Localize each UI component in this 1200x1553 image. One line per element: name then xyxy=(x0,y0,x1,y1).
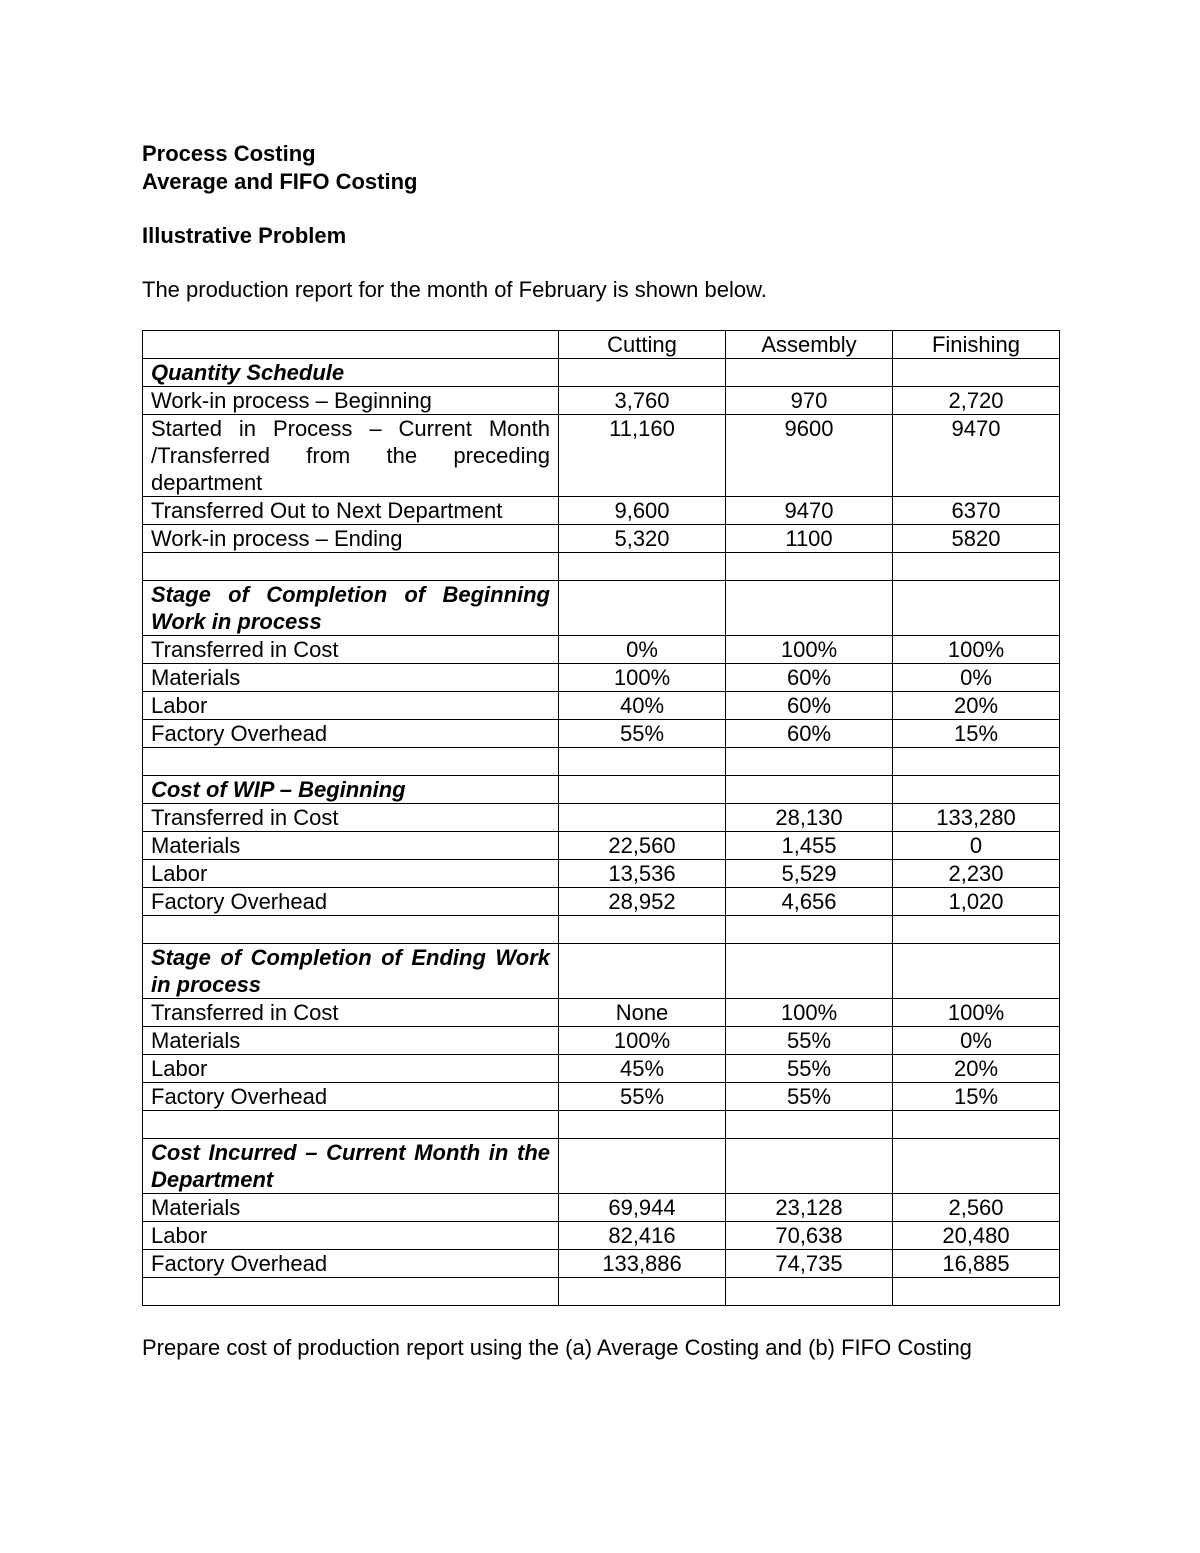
section-heading: Illustrative Problem xyxy=(142,223,347,248)
cell-cutting: None xyxy=(559,999,726,1027)
row-label: Started in Process – Current Month /Transferred from the preceding department xyxy=(143,415,559,497)
cell-cutting xyxy=(559,1139,726,1194)
cell-cutting xyxy=(559,581,726,636)
cell-finishing: 6370 xyxy=(893,497,1060,525)
section-heading-cell: Cost Incurred – Current Month in the Department xyxy=(143,1139,559,1194)
cell-finishing: 2,560 xyxy=(893,1194,1060,1222)
cell-finishing xyxy=(893,748,1060,776)
column-header-finishing: Finishing xyxy=(893,331,1060,359)
cell-assembly: 60% xyxy=(726,692,893,720)
cell-cutting: 11,160 xyxy=(559,415,726,497)
section-row xyxy=(143,581,1060,636)
cell-finishing: 133,280 xyxy=(893,804,1060,832)
blank-row xyxy=(143,553,1060,581)
cell-cutting xyxy=(559,553,726,581)
intro-paragraph: The production report for the month of February is shown below. xyxy=(142,277,767,302)
cell-assembly: 74,735 xyxy=(726,1250,893,1278)
cell-finishing: 0% xyxy=(893,1027,1060,1055)
row-label: Factory Overhead xyxy=(143,1083,559,1111)
table-row xyxy=(143,860,1060,888)
cell-assembly xyxy=(726,1111,893,1139)
cell-assembly xyxy=(726,553,893,581)
cell-cutting: 45% xyxy=(559,1055,726,1083)
cell-cutting xyxy=(559,1278,726,1306)
table-row xyxy=(143,636,1060,664)
cell-assembly: 5,529 xyxy=(726,860,893,888)
blank-row xyxy=(143,1278,1060,1306)
cell-cutting: 100% xyxy=(559,1027,726,1055)
cell-assembly: 100% xyxy=(726,999,893,1027)
table-row xyxy=(143,804,1060,832)
table-row xyxy=(143,1250,1060,1278)
cell-assembly: 55% xyxy=(726,1083,893,1111)
table-row xyxy=(143,1222,1060,1250)
table-row xyxy=(143,497,1060,525)
cell-assembly: 4,656 xyxy=(726,888,893,916)
cell-finishing: 0% xyxy=(893,664,1060,692)
table-body xyxy=(143,359,1060,1306)
table-row xyxy=(143,525,1060,553)
cell-cutting: 55% xyxy=(559,720,726,748)
closing-instruction: Prepare cost of production report using the (a) Average Costing and (b) FIFO Costing xyxy=(142,1335,972,1360)
cell-finishing: 16,885 xyxy=(893,1250,1060,1278)
cell-finishing xyxy=(893,1139,1060,1194)
cell-finishing: 0 xyxy=(893,832,1060,860)
cell-finishing: 20% xyxy=(893,1055,1060,1083)
cell-assembly: 9600 xyxy=(726,415,893,497)
cell-cutting: 100% xyxy=(559,664,726,692)
blank-row xyxy=(143,748,1060,776)
row-label: Materials xyxy=(143,1027,559,1055)
cell-cutting xyxy=(559,804,726,832)
cell-assembly: 23,128 xyxy=(726,1194,893,1222)
row-label: Transferred in Cost xyxy=(143,636,559,664)
cell-cutting: 82,416 xyxy=(559,1222,726,1250)
cell-cutting: 3,760 xyxy=(559,387,726,415)
table-row xyxy=(143,692,1060,720)
row-label: Factory Overhead xyxy=(143,888,559,916)
cell-cutting: 13,536 xyxy=(559,860,726,888)
cell-finishing xyxy=(893,944,1060,999)
document-page xyxy=(142,140,1062,1360)
cell-cutting xyxy=(559,916,726,944)
section-row xyxy=(143,1139,1060,1194)
document-subtitle: Average and FIFO Costing xyxy=(142,169,418,194)
cell-cutting xyxy=(559,1111,726,1139)
document-title: Process Costing xyxy=(142,141,316,166)
cell-assembly xyxy=(726,916,893,944)
row-label: Transferred in Cost xyxy=(143,999,559,1027)
cell-assembly xyxy=(726,359,893,387)
cell-finishing xyxy=(893,1278,1060,1306)
table-row xyxy=(143,1194,1060,1222)
row-label: Labor xyxy=(143,1055,559,1083)
cell-finishing: 15% xyxy=(893,1083,1060,1111)
cell-assembly: 70,638 xyxy=(726,1222,893,1250)
section-row xyxy=(143,359,1060,387)
table-header-row xyxy=(143,331,1060,359)
cell-assembly: 28,130 xyxy=(726,804,893,832)
cell-assembly xyxy=(726,581,893,636)
cell-assembly xyxy=(726,944,893,999)
cell-finishing: 9470 xyxy=(893,415,1060,497)
cell-assembly: 1,455 xyxy=(726,832,893,860)
row-label: Materials xyxy=(143,832,559,860)
cell-assembly xyxy=(726,1139,893,1194)
cell-assembly: 1100 xyxy=(726,525,893,553)
row-label xyxy=(143,748,559,776)
row-label: Labor xyxy=(143,692,559,720)
table-row xyxy=(143,415,1060,497)
cell-cutting: 22,560 xyxy=(559,832,726,860)
cell-cutting: 9,600 xyxy=(559,497,726,525)
table-row xyxy=(143,1027,1060,1055)
cell-cutting: 133,886 xyxy=(559,1250,726,1278)
table-row xyxy=(143,664,1060,692)
cell-cutting xyxy=(559,776,726,804)
blank-row xyxy=(143,1111,1060,1139)
cell-finishing xyxy=(893,776,1060,804)
cell-cutting xyxy=(559,359,726,387)
row-label: Labor xyxy=(143,860,559,888)
cell-assembly: 970 xyxy=(726,387,893,415)
blank-row xyxy=(143,916,1060,944)
cell-assembly: 60% xyxy=(726,664,893,692)
cell-cutting: 5,320 xyxy=(559,525,726,553)
cell-finishing xyxy=(893,553,1060,581)
cell-cutting: 69,944 xyxy=(559,1194,726,1222)
row-label: Factory Overhead xyxy=(143,1250,559,1278)
cell-cutting xyxy=(559,944,726,999)
row-label: Factory Overhead xyxy=(143,720,559,748)
section-row xyxy=(143,776,1060,804)
table-row xyxy=(143,1083,1060,1111)
row-label: Transferred Out to Next Department xyxy=(143,497,559,525)
column-header-assembly: Assembly xyxy=(726,331,893,359)
section-heading-cell: Cost of WIP – Beginning xyxy=(143,776,559,804)
table-row xyxy=(143,387,1060,415)
cell-assembly xyxy=(726,776,893,804)
table-row xyxy=(143,832,1060,860)
table-row xyxy=(143,888,1060,916)
row-label: Work-in process – Beginning xyxy=(143,387,559,415)
column-header-cutting: Cutting xyxy=(559,331,726,359)
row-label: Materials xyxy=(143,664,559,692)
cell-assembly: 55% xyxy=(726,1027,893,1055)
cell-finishing xyxy=(893,359,1060,387)
row-label xyxy=(143,916,559,944)
cell-finishing xyxy=(893,1111,1060,1139)
row-label: Transferred in Cost xyxy=(143,804,559,832)
cell-finishing: 20% xyxy=(893,692,1060,720)
cell-finishing xyxy=(893,581,1060,636)
cell-assembly: 55% xyxy=(726,1055,893,1083)
cell-finishing: 100% xyxy=(893,636,1060,664)
table-row xyxy=(143,720,1060,748)
cell-assembly: 60% xyxy=(726,720,893,748)
cell-assembly: 9470 xyxy=(726,497,893,525)
cell-finishing: 1,020 xyxy=(893,888,1060,916)
table-row xyxy=(143,1055,1060,1083)
cell-cutting: 28,952 xyxy=(559,888,726,916)
cell-finishing: 20,480 xyxy=(893,1222,1060,1250)
cell-assembly xyxy=(726,748,893,776)
cell-finishing: 2,720 xyxy=(893,387,1060,415)
cell-finishing: 2,230 xyxy=(893,860,1060,888)
cell-finishing: 5820 xyxy=(893,525,1060,553)
cell-finishing: 100% xyxy=(893,999,1060,1027)
production-report-table xyxy=(142,330,1060,1306)
section-heading-cell: Stage of Completion of Ending Work in process xyxy=(143,944,559,999)
row-label xyxy=(143,1278,559,1306)
section-heading-cell: Quantity Schedule xyxy=(143,359,559,387)
section-row xyxy=(143,944,1060,999)
cell-cutting: 0% xyxy=(559,636,726,664)
cell-assembly xyxy=(726,1278,893,1306)
section-heading-cell: Stage of Completion of Beginning Work in process xyxy=(143,581,559,636)
row-label: Labor xyxy=(143,1222,559,1250)
cell-finishing xyxy=(893,916,1060,944)
row-label xyxy=(143,1111,559,1139)
row-label xyxy=(143,553,559,581)
cell-assembly: 100% xyxy=(726,636,893,664)
table-row xyxy=(143,999,1060,1027)
cell-cutting xyxy=(559,748,726,776)
row-label: Materials xyxy=(143,1194,559,1222)
cell-cutting: 40% xyxy=(559,692,726,720)
cell-cutting: 55% xyxy=(559,1083,726,1111)
cell-finishing: 15% xyxy=(893,720,1060,748)
header-blank-cell xyxy=(143,331,559,359)
row-label: Work-in process – Ending xyxy=(143,525,559,553)
